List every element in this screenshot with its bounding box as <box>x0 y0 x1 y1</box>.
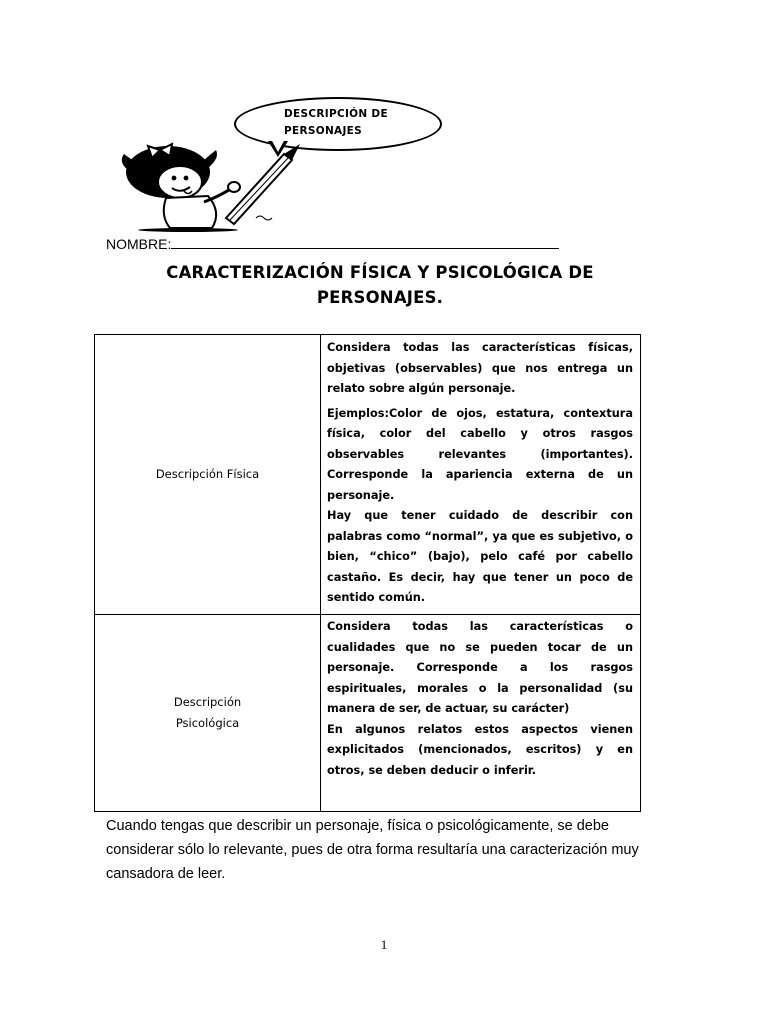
bubble-line-2: PERSONAJES <box>284 125 362 137</box>
table-row <box>95 335 641 615</box>
page-number: 1 <box>380 937 388 952</box>
paragraph: En algunos relatos estos aspectos vienen explicitados (mencionados, escritos) y en otros, se deben deducir o inferir. <box>327 722 633 777</box>
name-blank-line[interactable] <box>171 236 559 249</box>
label-line: Psicológica <box>175 716 240 730</box>
closing-paragraph: Cuando tengas que describir un personaje, física o psicológicamente, se debe considerar sólo lo relevante, pues de otra forma resultaría una caracterización muy cansadora de leer. <box>106 818 639 882</box>
description-table <box>94 334 641 812</box>
paragraph: Hay que tener cuidado de describir con palabras como “normal”, ya que es subjetivo, o bien, “chico” (bajo), pelo café por cabello castaño. Es decir, hay que tener un poco de sentido común. <box>327 509 633 605</box>
title-line-1: CARACTERIZACIÓN FÍSICA Y PSICOLÓGICA DE <box>166 263 594 282</box>
row-label-psychological <box>95 615 321 812</box>
paragraph: Considera todas las características físicas, objetivas (observables) que nos entrega un relato sobre algún personaje. <box>327 341 633 396</box>
speech-bubble-text <box>284 106 434 140</box>
row-label-physical: Descripción Física <box>95 335 321 615</box>
bubble-line-1: DESCRIPCIÓN DE <box>284 108 388 120</box>
label-line: Descripción <box>173 695 242 709</box>
cartoon-character-with-pen-illustration <box>108 140 308 232</box>
name-label: NOMBRE: <box>106 236 172 252</box>
paragraph: Ejemplos:Color de ojos, estatura, contextura física, color del cabello y otros rasgos observables relevantes (importantes). Corresponde la apariencia externa de un personaje. <box>327 406 633 502</box>
title-line-2: PERSONAJES. <box>316 288 444 307</box>
name-field <box>106 236 559 252</box>
paragraph: Considera todas las características o cualidades que no se pueden tocar de un personaje. Corresponde a los rasgos espirituales, morales o la personalidad (su manera de ser, de actuar, su carácter) <box>327 620 633 715</box>
row-description-physical <box>321 335 641 615</box>
row-description-psychological <box>321 615 641 812</box>
table-row <box>95 615 641 812</box>
page-title <box>120 260 640 310</box>
